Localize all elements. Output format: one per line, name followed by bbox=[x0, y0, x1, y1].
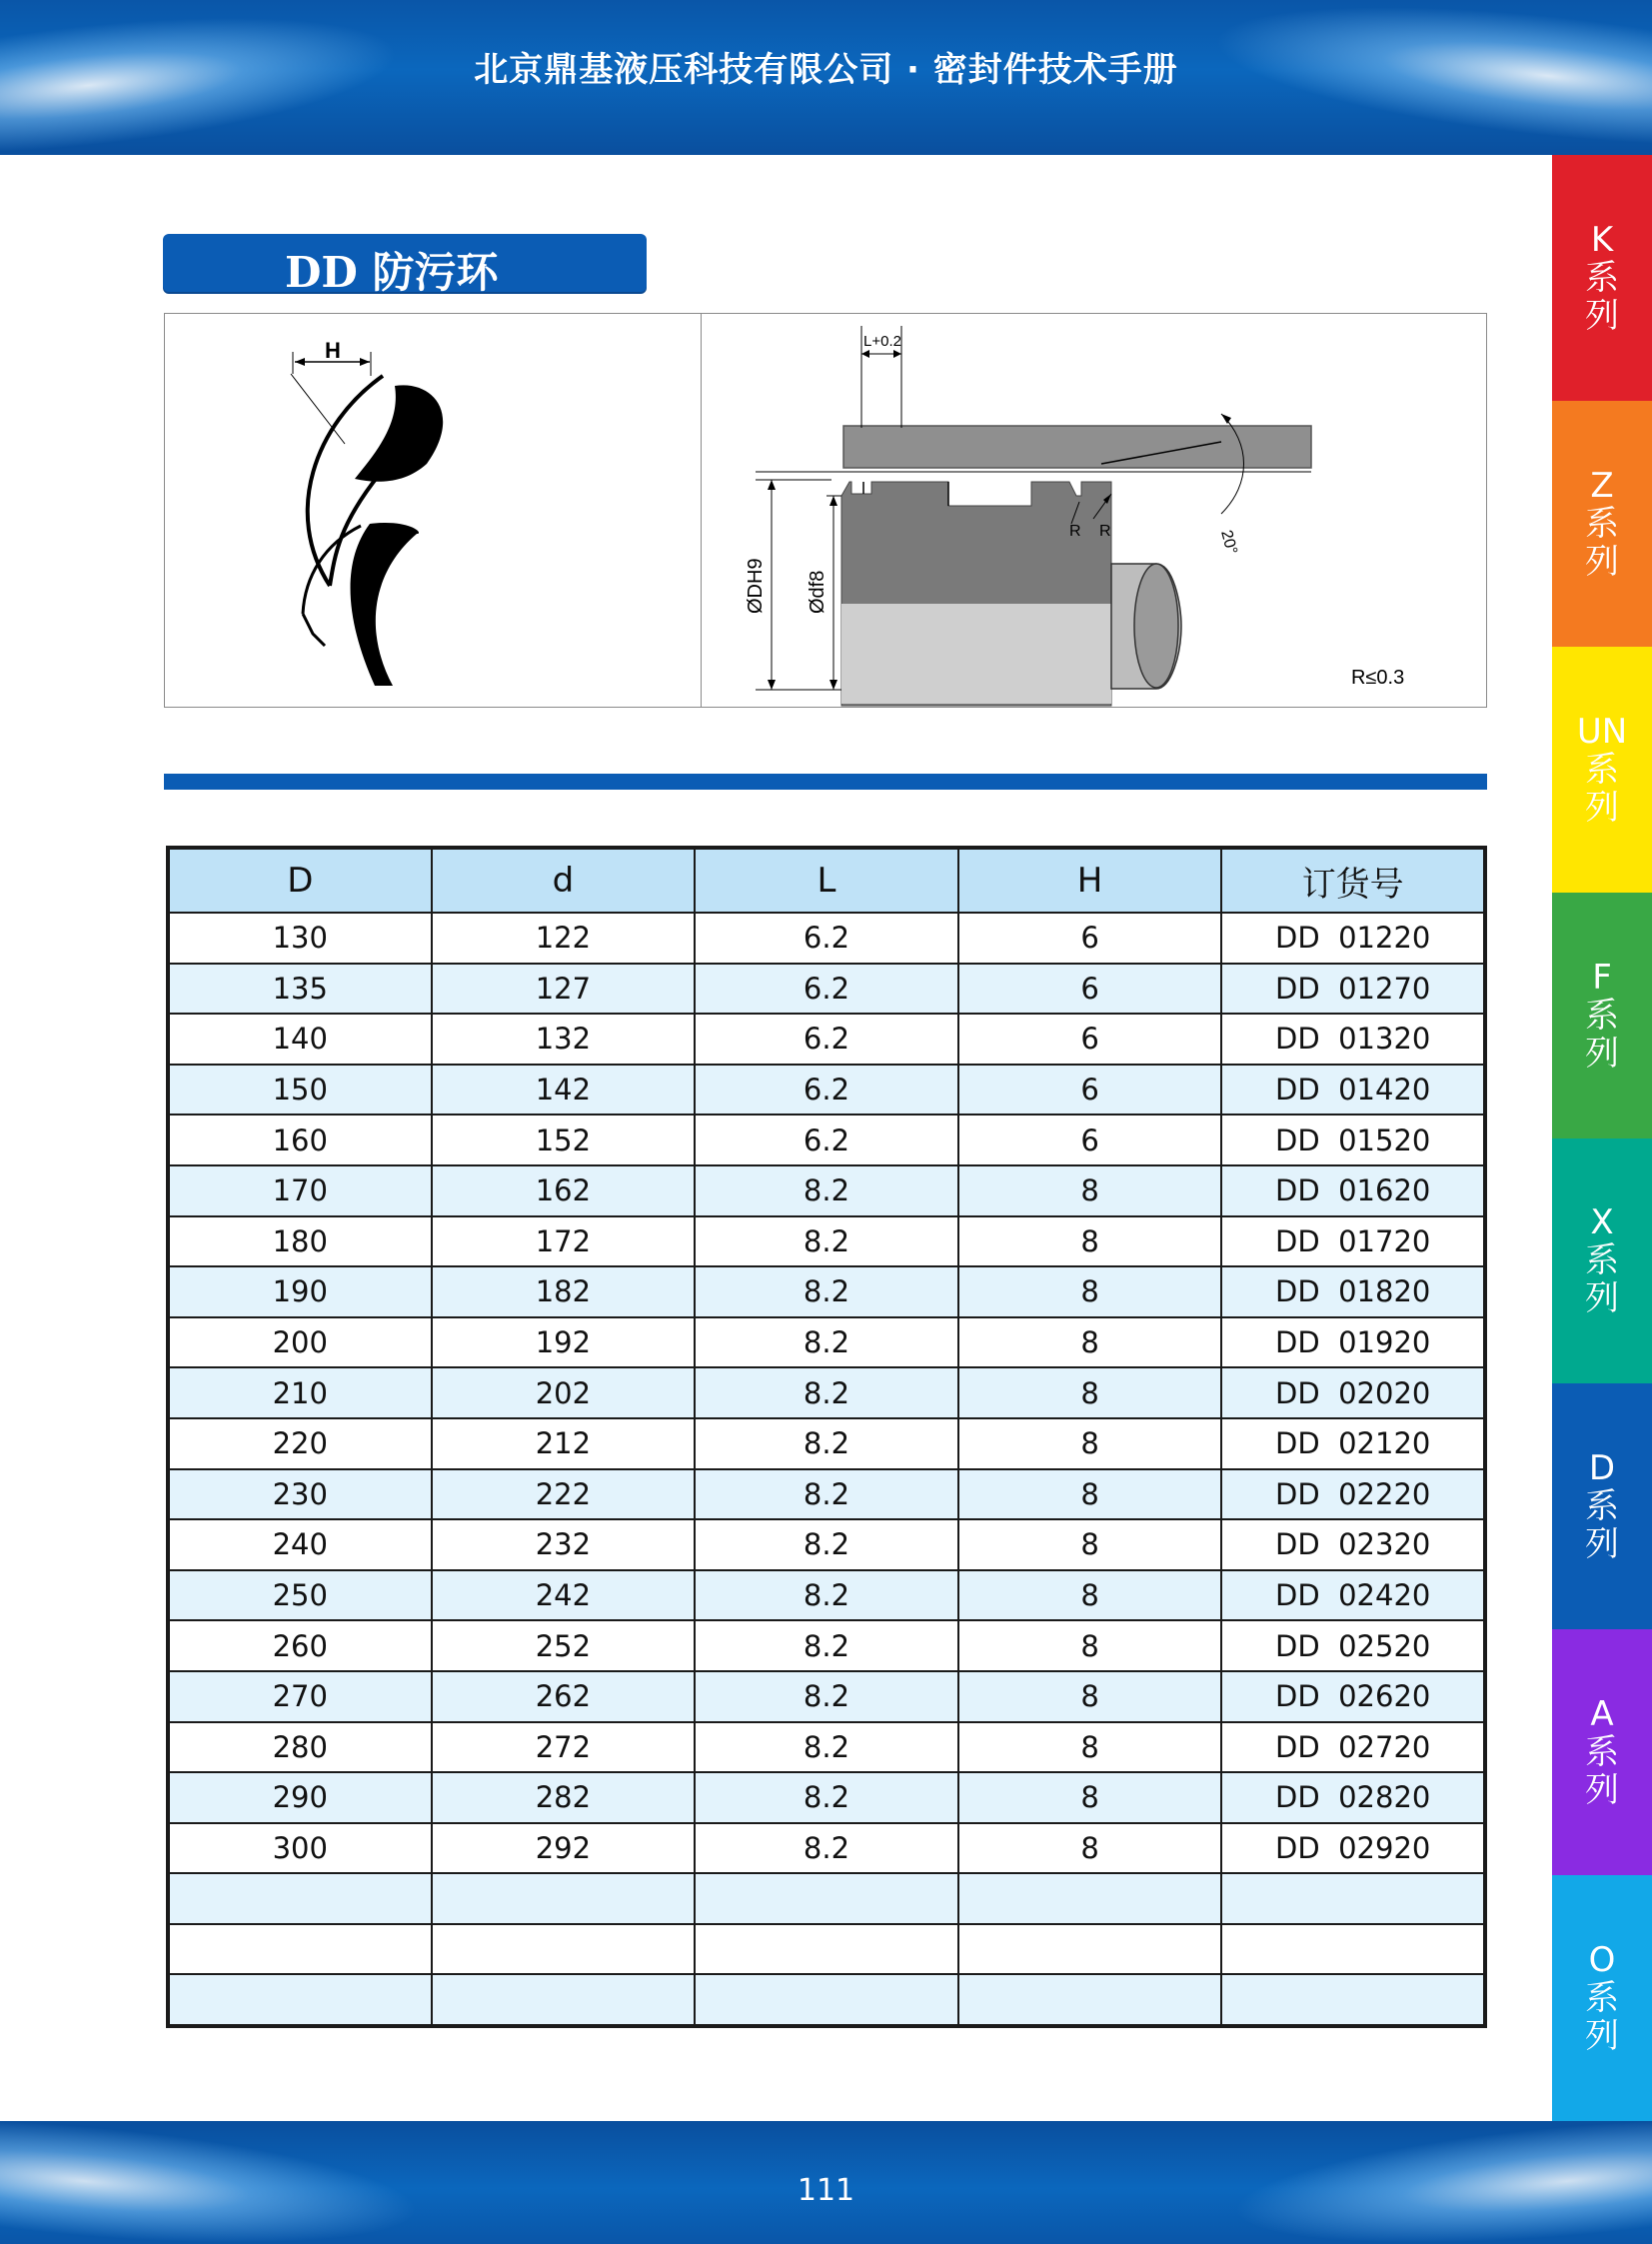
figure-panel bbox=[164, 313, 1487, 708]
table-row bbox=[168, 1772, 1485, 1823]
series-tab-label-1: 系 bbox=[1585, 1978, 1619, 2019]
series-tab-label-2: 列 bbox=[1585, 2016, 1619, 2057]
cell-order-number: DD 01620 bbox=[1221, 1165, 1485, 1216]
cell-H: 8 bbox=[958, 1570, 1222, 1621]
cell-L: 8.2 bbox=[695, 1722, 958, 1773]
cell-H bbox=[958, 1974, 1222, 2026]
cell-D: 160 bbox=[168, 1115, 432, 1165]
series-tabs bbox=[1552, 155, 1652, 2121]
cell-order-number: DD 01920 bbox=[1221, 1317, 1485, 1368]
cell-L: 8.2 bbox=[695, 1570, 958, 1621]
series-tab-a[interactable] bbox=[1552, 1629, 1652, 1875]
cell-d: 162 bbox=[432, 1165, 696, 1216]
cell-D: 260 bbox=[168, 1620, 432, 1671]
cell-d: 292 bbox=[432, 1823, 696, 1874]
cell-L: 6.2 bbox=[695, 1014, 958, 1065]
cell-H: 8 bbox=[958, 1772, 1222, 1823]
cell-L: 8.2 bbox=[695, 1216, 958, 1267]
cell-L: 8.2 bbox=[695, 1418, 958, 1469]
table-row bbox=[168, 1165, 1485, 1216]
dimension-l-label: L+0.2 bbox=[863, 333, 901, 350]
cell-L: 8.2 bbox=[695, 1671, 958, 1722]
series-tab-z[interactable] bbox=[1552, 401, 1652, 647]
table-row bbox=[168, 913, 1485, 964]
table-row bbox=[168, 1418, 1485, 1469]
series-tab-code: D bbox=[1588, 1448, 1616, 1489]
dimension-h-label: H bbox=[325, 338, 341, 363]
table-row bbox=[168, 1722, 1485, 1773]
table-body bbox=[168, 913, 1485, 2026]
page-footer bbox=[0, 2121, 1652, 2244]
table-row bbox=[168, 1115, 1485, 1165]
table-row bbox=[168, 1014, 1485, 1065]
table-row bbox=[168, 964, 1485, 1015]
cell-d: 192 bbox=[432, 1317, 696, 1368]
cell-D: 290 bbox=[168, 1772, 432, 1823]
cell-L: 8.2 bbox=[695, 1165, 958, 1216]
cell-L: 6.2 bbox=[695, 913, 958, 964]
section-title: DD 防污环 bbox=[285, 248, 499, 297]
cell-d: 242 bbox=[432, 1570, 696, 1621]
cell-H: 6 bbox=[958, 1014, 1222, 1065]
series-tab-code: O bbox=[1588, 1940, 1616, 1981]
cell-L bbox=[695, 1974, 958, 2026]
table-row bbox=[168, 1671, 1485, 1722]
series-tab-f[interactable] bbox=[1552, 893, 1652, 1138]
radius-label-1: R bbox=[1099, 523, 1111, 540]
series-tab-un[interactable] bbox=[1552, 647, 1652, 893]
cell-order-number: DD 01420 bbox=[1221, 1065, 1485, 1116]
cell-H: 8 bbox=[958, 1317, 1222, 1368]
cell-order-number: DD 02520 bbox=[1221, 1620, 1485, 1671]
cell-order-number bbox=[1221, 1974, 1485, 2026]
table-row bbox=[168, 1519, 1485, 1570]
cell-order-number: DD 02420 bbox=[1221, 1570, 1485, 1621]
column-header-L: L bbox=[695, 848, 958, 913]
cell-D: 270 bbox=[168, 1671, 432, 1722]
cell-H: 8 bbox=[958, 1671, 1222, 1722]
cell-D bbox=[168, 1873, 432, 1924]
cell-order-number: DD 01520 bbox=[1221, 1115, 1485, 1165]
table-header-row bbox=[168, 848, 1485, 913]
table-row bbox=[168, 1469, 1485, 1520]
cell-order-number: DD 02720 bbox=[1221, 1722, 1485, 1773]
series-tab-label-2: 列 bbox=[1585, 1278, 1619, 1319]
series-tab-code: K bbox=[1590, 219, 1614, 260]
cell-H: 8 bbox=[958, 1620, 1222, 1671]
cell-order-number: DD 02220 bbox=[1221, 1469, 1485, 1520]
series-tab-x[interactable] bbox=[1552, 1138, 1652, 1384]
cell-D: 300 bbox=[168, 1823, 432, 1874]
cell-H bbox=[958, 1873, 1222, 1924]
cell-D: 230 bbox=[168, 1469, 432, 1520]
series-tab-k[interactable] bbox=[1552, 155, 1652, 401]
table-row bbox=[168, 1367, 1485, 1418]
table-row bbox=[168, 1266, 1485, 1317]
cell-D bbox=[168, 1924, 432, 1975]
series-tab-label-2: 列 bbox=[1585, 295, 1619, 336]
series-tab-label-1: 系 bbox=[1585, 995, 1619, 1036]
cell-order-number: DD 02320 bbox=[1221, 1519, 1485, 1570]
cell-H: 8 bbox=[958, 1823, 1222, 1874]
cell-L: 8.2 bbox=[695, 1266, 958, 1317]
table-row bbox=[168, 1823, 1485, 1874]
cell-H: 8 bbox=[958, 1216, 1222, 1267]
cell-L: 6.2 bbox=[695, 964, 958, 1015]
series-tab-o[interactable] bbox=[1552, 1875, 1652, 2121]
series-tab-code: Z bbox=[1590, 465, 1614, 506]
cell-H: 8 bbox=[958, 1418, 1222, 1469]
cell-L bbox=[695, 1924, 958, 1975]
cell-L: 8.2 bbox=[695, 1772, 958, 1823]
series-tab-label-2: 列 bbox=[1585, 1524, 1619, 1565]
series-tab-code: UN bbox=[1576, 711, 1628, 752]
cell-d: 232 bbox=[432, 1519, 696, 1570]
table-row bbox=[168, 1974, 1485, 2026]
cell-D: 130 bbox=[168, 913, 432, 964]
size-table-wrapper bbox=[166, 846, 1487, 2028]
column-header-d: d bbox=[432, 848, 696, 913]
cell-D: 220 bbox=[168, 1418, 432, 1469]
cell-D: 280 bbox=[168, 1722, 432, 1773]
cell-H: 6 bbox=[958, 1065, 1222, 1116]
cell-H: 6 bbox=[958, 1115, 1222, 1165]
header-title: 北京鼎基液压科技有限公司 · 密封件技术手册 bbox=[474, 50, 1178, 90]
section-rule bbox=[164, 774, 1487, 790]
series-tab-code: X bbox=[1590, 1202, 1614, 1243]
cell-d: 202 bbox=[432, 1367, 696, 1418]
cell-D: 190 bbox=[168, 1266, 432, 1317]
cell-D: 210 bbox=[168, 1367, 432, 1418]
cell-H: 8 bbox=[958, 1722, 1222, 1773]
cell-L bbox=[695, 1873, 958, 1924]
cell-order-number: DD 02020 bbox=[1221, 1367, 1485, 1418]
groove-installation-drawing bbox=[702, 314, 1487, 707]
table-row bbox=[168, 1924, 1485, 1975]
cell-d bbox=[432, 1873, 696, 1924]
cell-d: 282 bbox=[432, 1772, 696, 1823]
page-header bbox=[0, 0, 1652, 155]
cell-D: 150 bbox=[168, 1065, 432, 1116]
series-tab-label-1: 系 bbox=[1585, 1240, 1619, 1281]
series-tab-label-2: 列 bbox=[1585, 1770, 1619, 1811]
cell-L: 6.2 bbox=[695, 1065, 958, 1116]
column-header-H: H bbox=[958, 848, 1222, 913]
cell-L: 8.2 bbox=[695, 1823, 958, 1874]
cell-order-number: DD 02620 bbox=[1221, 1671, 1485, 1722]
table-row bbox=[168, 1065, 1485, 1116]
table-row bbox=[168, 1873, 1485, 1924]
cell-d: 122 bbox=[432, 913, 696, 964]
table-row bbox=[168, 1620, 1485, 1671]
cell-d bbox=[432, 1924, 696, 1975]
cell-H: 6 bbox=[958, 964, 1222, 1015]
cell-L: 6.2 bbox=[695, 1115, 958, 1165]
cell-d: 132 bbox=[432, 1014, 696, 1065]
cell-d: 142 bbox=[432, 1065, 696, 1116]
diameter-shaft-label: Ødf8 bbox=[807, 570, 828, 614]
cell-d: 252 bbox=[432, 1620, 696, 1671]
cell-d: 272 bbox=[432, 1722, 696, 1773]
cell-order-number bbox=[1221, 1924, 1485, 1975]
angle-label: 20° bbox=[1217, 528, 1240, 557]
cell-H: 6 bbox=[958, 913, 1222, 964]
cell-H: 8 bbox=[958, 1469, 1222, 1520]
ring-section-drawing bbox=[165, 314, 701, 707]
cell-order-number: DD 02820 bbox=[1221, 1772, 1485, 1823]
series-tab-label-2: 列 bbox=[1585, 541, 1619, 582]
cell-D: 180 bbox=[168, 1216, 432, 1267]
series-tab-label-2: 列 bbox=[1585, 787, 1619, 828]
cell-L: 8.2 bbox=[695, 1367, 958, 1418]
series-tab-label-2: 列 bbox=[1585, 1033, 1619, 1074]
cell-order-number: DD 02920 bbox=[1221, 1823, 1485, 1874]
column-header-D: D bbox=[168, 848, 432, 913]
page-number: 111 bbox=[797, 2173, 855, 2208]
diameter-bore-label: ØDH9 bbox=[745, 558, 767, 614]
cell-D: 135 bbox=[168, 964, 432, 1015]
table-row bbox=[168, 1216, 1485, 1267]
size-table bbox=[166, 846, 1487, 2028]
cell-D: 200 bbox=[168, 1317, 432, 1368]
cell-order-number bbox=[1221, 1873, 1485, 1924]
cell-order-number: DD 01720 bbox=[1221, 1216, 1485, 1267]
cell-d: 172 bbox=[432, 1216, 696, 1267]
corner-radius-label: R≤0.3 bbox=[1351, 667, 1405, 689]
series-tab-code: A bbox=[1590, 1694, 1614, 1735]
cell-order-number: DD 01820 bbox=[1221, 1266, 1485, 1317]
cell-D: 250 bbox=[168, 1570, 432, 1621]
cell-H: 8 bbox=[958, 1165, 1222, 1216]
cell-d: 212 bbox=[432, 1418, 696, 1469]
cell-order-number: DD 01270 bbox=[1221, 964, 1485, 1015]
cell-L: 8.2 bbox=[695, 1469, 958, 1520]
cell-order-number: DD 01220 bbox=[1221, 913, 1485, 964]
series-tab-label-1: 系 bbox=[1585, 749, 1619, 790]
cell-D bbox=[168, 1974, 432, 2026]
cell-D: 170 bbox=[168, 1165, 432, 1216]
cell-H: 8 bbox=[958, 1266, 1222, 1317]
series-tab-code: F bbox=[1592, 957, 1612, 998]
radius-label-2: R bbox=[1069, 523, 1081, 540]
cell-d: 152 bbox=[432, 1115, 696, 1165]
cell-H: 8 bbox=[958, 1519, 1222, 1570]
cell-order-number: DD 02120 bbox=[1221, 1418, 1485, 1469]
cell-d: 222 bbox=[432, 1469, 696, 1520]
cell-d: 262 bbox=[432, 1671, 696, 1722]
series-tab-label-1: 系 bbox=[1585, 1486, 1619, 1527]
cell-H: 8 bbox=[958, 1367, 1222, 1418]
cell-L: 8.2 bbox=[695, 1620, 958, 1671]
table-row bbox=[168, 1317, 1485, 1368]
column-header-order-number: 订货号 bbox=[1221, 848, 1485, 913]
cell-order-number: DD 01320 bbox=[1221, 1014, 1485, 1065]
series-tab-label-1: 系 bbox=[1585, 257, 1619, 298]
cell-d: 127 bbox=[432, 964, 696, 1015]
cell-d bbox=[432, 1974, 696, 2026]
section-title-bar bbox=[163, 234, 647, 297]
cell-d: 182 bbox=[432, 1266, 696, 1317]
cell-H bbox=[958, 1924, 1222, 1975]
series-tab-label-1: 系 bbox=[1585, 503, 1619, 544]
series-tab-d[interactable] bbox=[1552, 1383, 1652, 1629]
series-tab-label-1: 系 bbox=[1585, 1732, 1619, 1773]
cell-L: 8.2 bbox=[695, 1519, 958, 1570]
table-row bbox=[168, 1570, 1485, 1621]
cell-L: 8.2 bbox=[695, 1317, 958, 1368]
cell-D: 140 bbox=[168, 1014, 432, 1065]
cell-D: 240 bbox=[168, 1519, 432, 1570]
